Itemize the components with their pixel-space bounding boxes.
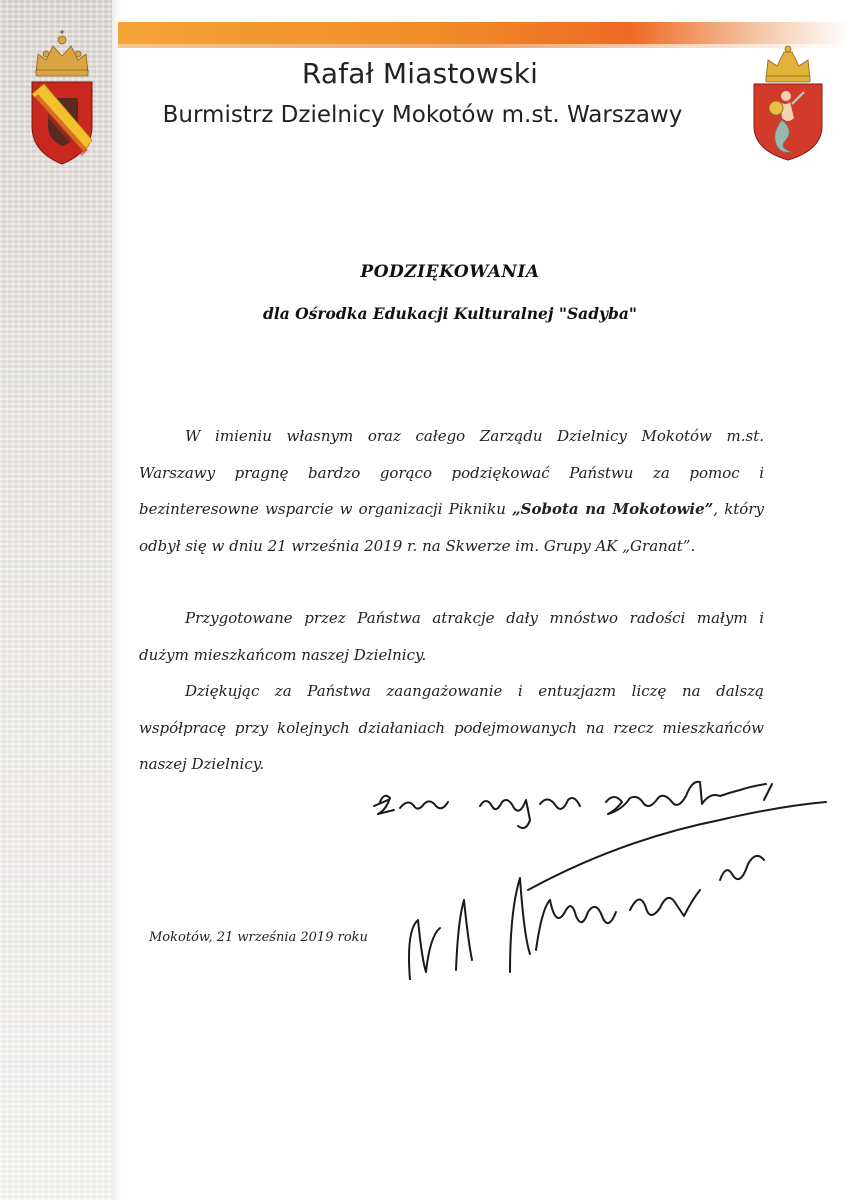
paragraph-3-text: Dziękując za Państwa zaangażowanie i entuzjazm liczę na dalszą współpracę przy kolejnych działaniach podejmowanych na rzecz mieszkańców naszej Dzielnicy.: [139, 682, 764, 773]
paragraph-1-text-start: W imieniu własnym oraz całego Zarządu Dzielnicy Mokotów m.st. Warszawy pragnę bardzo gorąco podziękować Państwu za pomoc i bezinteresowne wsparcie w organizacji Pikniku: [139, 427, 764, 518]
document-subheading: dla Ośrodka Edukacji Kulturalnej "Sadyba": [262, 304, 637, 323]
mokotow-coat-of-arms-icon: [26, 28, 98, 168]
paragraph-1-text-end: , który odbył się w dniu 21 września 2019 r. na Skwerze im. Grupy AK „Granat”.: [139, 500, 764, 555]
decorative-side-strip: [0, 0, 112, 1200]
body-paragraph-1: [139, 418, 764, 564]
side-strip-fade: [112, 0, 122, 1200]
mayor-title: Burmistrz Dzielnicy Mokotów m.st. Warszawy: [162, 102, 683, 128]
place-date: Mokotów, 21 września 2019 roku: [149, 930, 368, 945]
decorative-top-band: [118, 22, 849, 44]
decorative-top-band-line: [118, 44, 849, 48]
event-name: „Sobota na Mokotowie”: [512, 500, 714, 518]
paragraph-2-text: Przygotowane przez Państwa atrakcje dały mnóstwo radości małym i dużym mieszkańcom naszej Dzielnicy.: [139, 609, 764, 664]
document-heading: PODZIĘKOWANIA: [360, 262, 540, 282]
body-paragraph-2: [139, 600, 764, 673]
handwritten-signature: [360, 740, 830, 980]
mayor-name: Rafał Miastowski: [301, 57, 539, 90]
warsaw-coat-of-arms-icon: [750, 44, 826, 162]
